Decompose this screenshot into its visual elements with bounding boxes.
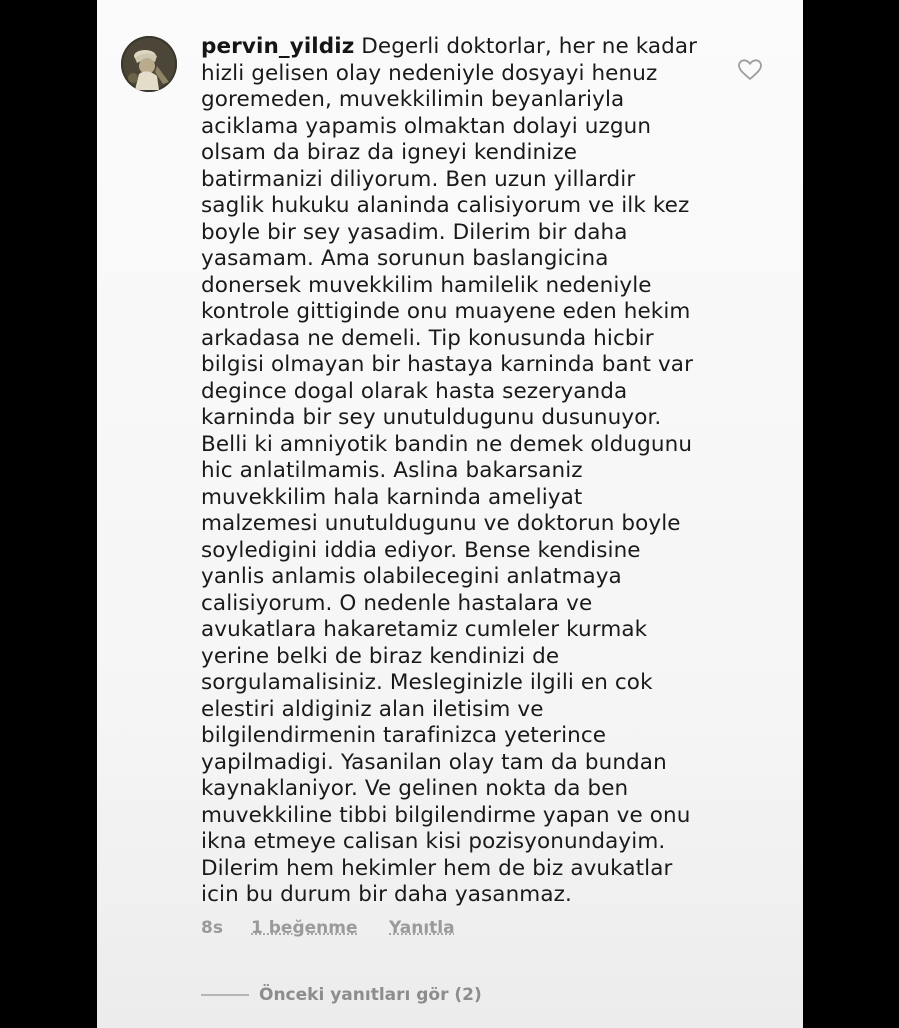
- reply-button[interactable]: Yanıtla: [389, 918, 455, 938]
- comment-text: Degerli doktorlar, her ne kadar hizli gelisen olay nedeniyle dosyayi henuz goremeden, muvekkilimin beyanlariyla aciklama yapamis olmaktan dolayi uzgun olsam da biraz da igneyi kendinize batirmanizi diliyorum. Ben uzun yillardir saglik hukuku alaninda calisiyorum ve ilk kez boyle bir sey yasadim. Dilerim bir daha yasamam. Ama sorunun baslangicina donersek muvekkilim hamilelik nedeniyle kontrole gittiginde onu muayene eden hekim arkadasa ne demeli. Tip konusunda hicbir bilgisi olmayan bir hastaya karninda bant var degince dogal olarak hasta sezeryanda karninda bir sey unutuldugunu dusunuyor. Belli ki amniyotik bandin ne demek oldugunu hic anlatilmamis. Aslina bakarsaniz muvekkilim hala karninda ameliyat malzemesi unutuldugunu ve doktorun boyle soyledigini iddia ediyor. Bense kendisine yanlis anlamis olabilecegini anlatmaya calisiyorum. O nedenle hastalara ve avukatlara hakaretamiz cumleler kurmak yerine belki de biraz kendinizi de sorgulamalisiniz. Mesleginizle ilgili en cok elestiri aldiginiz alan iletisim ve bilgilendirmenin tarafinizca yeterince yapilmadigi. Yasanilan olay tam da bundan kaynaklaniyor. Ve gelinen nokta da ben muvekkiline tibbi bilgilendirme yapan ve onu ikna etmeye calisan kisi pozisyonundayim. Dilerim hem hekimler hem de biz avukatlar icin bu durum bir daha yasanmaz.: [201, 34, 698, 907]
- comment-panel: [97, 0, 803, 1028]
- comment-timestamp: 8s: [201, 918, 223, 938]
- divider-line: [201, 994, 249, 996]
- user-avatar[interactable]: [121, 36, 177, 92]
- view-previous-replies-label[interactable]: Önceki yanıtları gör (2): [259, 985, 482, 1005]
- comment-username[interactable]: pervin_yildiz: [201, 34, 355, 59]
- like-heart-icon[interactable]: [737, 58, 763, 82]
- comment-meta: [201, 918, 455, 938]
- likes-count-link[interactable]: 1 beğenme: [251, 918, 358, 938]
- comment-body: [201, 34, 731, 909]
- avatar-image: [121, 36, 177, 92]
- view-previous-replies[interactable]: [201, 985, 482, 1005]
